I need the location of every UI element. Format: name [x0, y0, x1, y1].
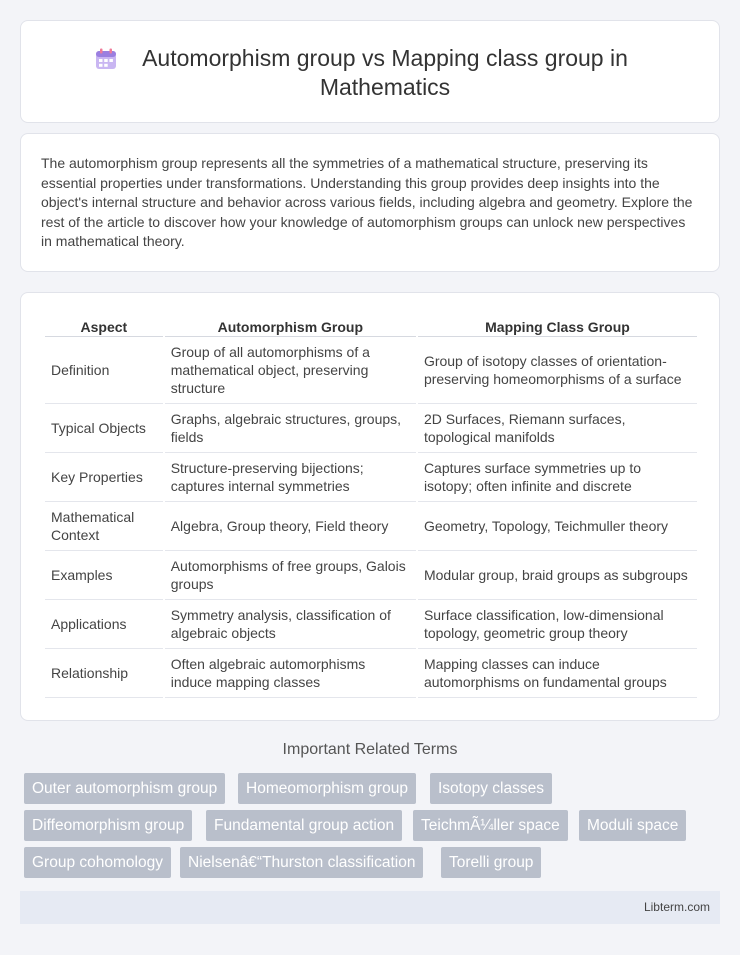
row-aspect: Applications: [45, 600, 163, 649]
row-aspect: Definition: [45, 337, 163, 404]
header-automorphism-group: Automorphism Group: [165, 317, 416, 337]
row-automorphism: Structure-preserving bijections; captures internal symmetries: [165, 453, 416, 502]
footer-site-link[interactable]: Libterm.com: [643, 900, 710, 914]
table-row: [45, 551, 697, 600]
row-mapping-class: Mapping classes can induce automorphisms on fundamental groups: [418, 649, 697, 698]
related-terms-heading: Important Related Terms: [282, 741, 458, 758]
header-aspect: Aspect: [45, 317, 163, 337]
table-row: [45, 502, 697, 551]
row-automorphism: Algebra, Group theory, Field theory: [165, 502, 416, 551]
term-tag-nielsen-thurston-classification[interactable]: Nielsenâ€“Thurston classification: [180, 847, 423, 878]
row-aspect: Key Properties: [45, 453, 163, 502]
row-aspect: Typical Objects: [45, 404, 163, 453]
term-tag-moduli-space[interactable]: Moduli space: [579, 810, 686, 841]
row-aspect: Examples: [45, 551, 163, 600]
intro-card: [20, 133, 720, 272]
row-aspect: Relationship: [45, 649, 163, 698]
comparison-table: [43, 317, 699, 698]
row-automorphism: Automorphisms of free groups, Galois groups: [165, 551, 416, 600]
term-tag-homeomorphism-group[interactable]: Homeomorphism group: [238, 773, 416, 804]
row-automorphism: Often algebraic automorphisms induce mapping classes: [165, 649, 416, 698]
term-tag-fundamental-group-action[interactable]: Fundamental group action: [206, 810, 402, 841]
term-tag-isotopy-classes[interactable]: Isotopy classes: [430, 773, 552, 804]
row-mapping-class: Captures surface symmetries up to isotopy; often infinite and discrete: [418, 453, 697, 502]
term-tag-outer-automorphism-group[interactable]: Outer automorphism group: [24, 773, 225, 804]
table-header-row: [45, 317, 697, 337]
intro-paragraph: The automorphism group represents all the symmetries of a mathematical structure, preserving its essential properties under transformations. Understanding this group provides deep insights into the object's internal structure and behavior across various fields, including algebra and geometry. Explore the rest of the article to discover how your knowledge of automorphism groups can unlock new perspectives in mathematical theory.: [41, 155, 693, 250]
term-tag-teichmuller-space[interactable]: TeichmÃ¼ller space: [413, 810, 568, 841]
row-mapping-class: Surface classification, low-dimensional topology, geometric group theory: [418, 600, 697, 649]
row-mapping-class: Modular group, braid groups as subgroups: [418, 551, 697, 600]
table-row: [45, 337, 697, 404]
row-mapping-class: 2D Surfaces, Riemann surfaces, topological manifolds: [418, 404, 697, 453]
row-automorphism: Group of all automorphisms of a mathematical object, preserving structure: [165, 337, 416, 404]
row-mapping-class: Geometry, Topology, Teichmuller theory: [418, 502, 697, 551]
header-mapping-class-group: Mapping Class Group: [418, 317, 697, 337]
row-mapping-class: Group of isotopy classes of orientation-preserving homeomorphisms of a surface: [418, 337, 697, 404]
page-title: Automorphism group vs Mapping class group in Mathematics: [142, 45, 628, 100]
table-row: [45, 600, 697, 649]
row-automorphism: Symmetry analysis, classification of algebraic objects: [165, 600, 416, 649]
footer: [20, 891, 720, 924]
table-row: [45, 404, 697, 453]
term-tag-diffeomorphism-group[interactable]: Diffeomorphism group: [24, 810, 192, 841]
table-row: [45, 649, 697, 698]
row-automorphism: Graphs, algebraic structures, groups, fields: [165, 404, 416, 453]
term-tag-torelli-group[interactable]: Torelli group: [441, 847, 541, 878]
row-aspect: Mathematical Context: [45, 502, 163, 551]
title-card: [20, 20, 720, 123]
comparison-table-card: [20, 292, 720, 721]
term-tag-group-cohomology[interactable]: Group cohomology: [24, 847, 171, 878]
table-row: [45, 453, 697, 502]
